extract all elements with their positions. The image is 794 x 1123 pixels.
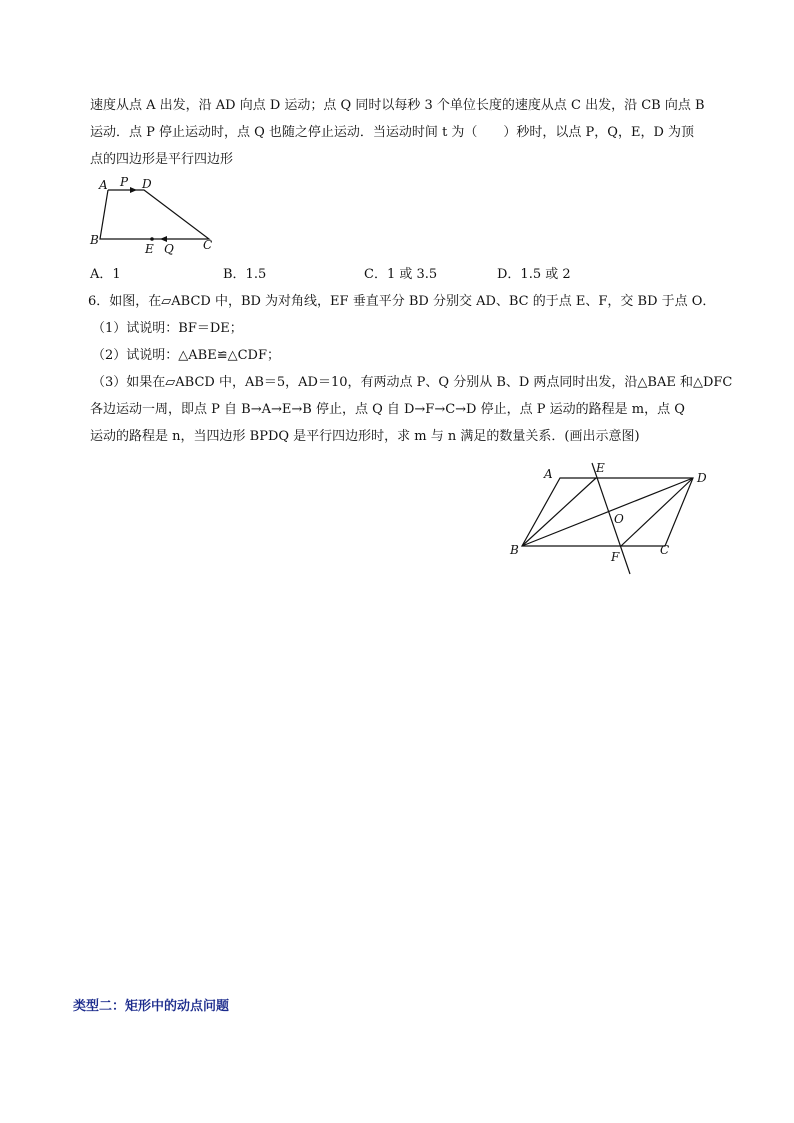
- problem5-line3: 点的四边形是平行四边形: [90, 152, 234, 167]
- problem5-line1: 速度从点 A 出发，沿 AD 向点 D 运动；点 Q 同时以每秒 3 个单位长度的速度从点 C 出发，沿 CB 向点 B: [90, 98, 705, 113]
- label-Q: Q: [164, 242, 174, 256]
- label-P: P: [120, 175, 129, 189]
- label-B: B: [90, 233, 99, 247]
- problem6-part3-line1: （3）如果在▱ABCD 中，AB＝5，AD＝10，有两动点 P、Q 分别从 B、D 两点同时出发，沿△BAE 和△DFC: [92, 375, 733, 390]
- trapezoid-figure: [85, 172, 225, 262]
- problem6-part3-line3: 运动的路程是 n，当四边形 BPDQ 是平行四边形时，求 m 与 n 满足的数量关系．(画出示意图): [90, 429, 640, 444]
- label-E: E: [145, 242, 154, 256]
- problem6-part1: （1）试说明：BF＝DE；: [92, 321, 243, 336]
- option-c: C．1 或 3.5: [364, 267, 438, 282]
- option-d: D．1.5 或 2: [497, 267, 571, 282]
- option-a: A．1: [90, 267, 121, 282]
- label-O: O: [614, 512, 624, 526]
- label-B: B: [510, 543, 519, 557]
- problem5-line2: 运动．点 P 停止运动时，点 Q 也随之停止运动．当运动时间 t 为（ ）秒时，以点 P，Q，E，D 为顶: [90, 125, 695, 140]
- parallelogram-figure: [505, 458, 735, 578]
- label-C: C: [660, 543, 670, 557]
- problem6-part2: （2）试说明：△ABE≌△CDF；: [92, 348, 280, 363]
- section-title: 类型二：矩形中的动点问题: [73, 999, 230, 1014]
- label-A: A: [544, 467, 553, 481]
- option-b: B．1.5: [223, 267, 267, 282]
- label-D: D: [142, 177, 152, 191]
- label-F: F: [611, 550, 620, 564]
- label-E: E: [596, 461, 605, 475]
- label-A: A: [99, 178, 108, 192]
- label-D: D: [697, 471, 707, 485]
- problem6-stem: 6．如图，在▱ABCD 中，BD 为对角线，EF 垂直平分 BD 分别交 AD、BC 的于点 E、F，交 BD 于点 O．: [88, 294, 716, 309]
- label-C: C: [203, 238, 213, 252]
- problem6-part3-line2: 各边运动一周，即点 P 自 B→A→E→B 停止，点 Q 自 D→F→C→D 停止，点 P 运动的路程是 m，点 Q: [90, 402, 685, 417]
